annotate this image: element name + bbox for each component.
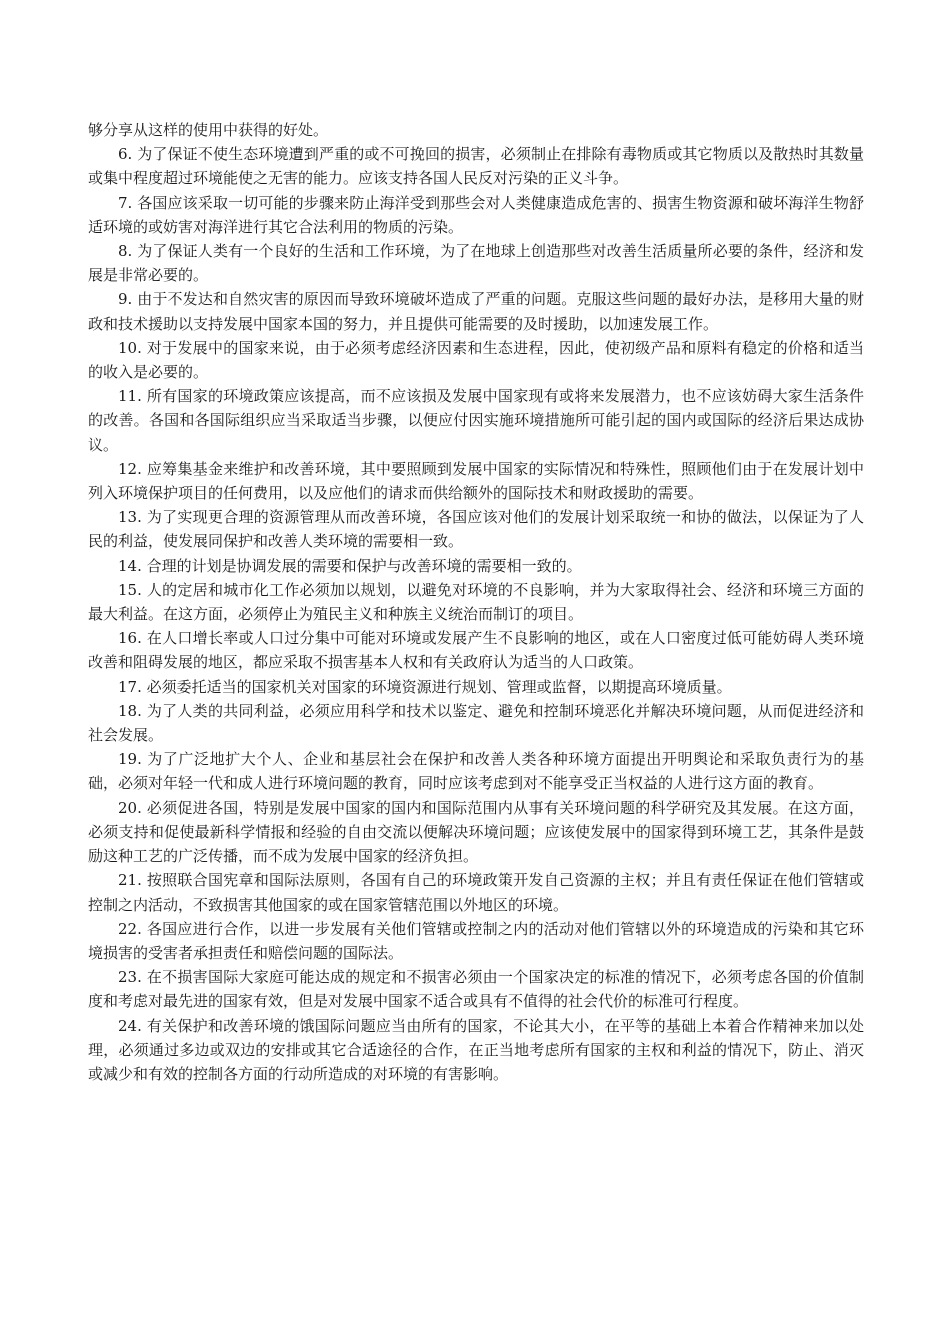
principle-24: 24. 有关保护和改善环境的饿国际问题应当由所有的国家，不论其大小，在平等的基础上本着合作精神来加以处理，必须通过多边或双边的安排或其它合适途径的合作，在正当地考虑所有国家的主权和利益的情况下，防止、消灭或减少和有效的控制各方面的行动所造成的对环境的有害影响。	[88, 1016, 864, 1083]
principle-17: 17. 必须委托适当的国家机关对国家的环境资源进行规划、管理或监督，以期提高环境质量。	[118, 677, 732, 696]
paragraph-continuation: 够分享从这样的使用中获得的好处。	[88, 121, 329, 139]
principle-18: 18. 为了人类的共同利益，必须应用科学和技术以鉴定、避免和控制环境恶化并解决环境问题，从而促进经济和社会发展。	[88, 701, 864, 745]
principle-22: 22. 各国应进行合作，以进一步发展有关他们管辖或控制之内的活动对他们管辖以外的环境造成的污染和其它环境损害的受害者承担责任和赔偿问题的国际法。	[88, 919, 864, 962]
principle-9: 9. 由于不发达和自然灾害的原因而导致环境破坏造成了严重的问题。克服这些问题的最好办法，是移用大量的财政和技术援助以支持发展中国家本国的努力，并且提供可能需要的及时援助，以加速发展工作。	[88, 290, 864, 333]
principle-11: 11. 所有国家的环境政策应该提高，而不应该损及发展中国家现有或将来发展潜力，也不应该妨碍大家生活条件的改善。各国和各国际组织应当采取适当步骤，以便应付因实施环境措施所可能引起的国内或国际的经济后果达成协议。	[88, 387, 864, 454]
document-body	[88, 118, 864, 1086]
principle-7: 7. 各国应该采取一切可能的步骤来防止海洋受到那些会对人类健康造成危害的、损害生物资源和破坏海洋生物舒适环境的或妨害对海洋进行其它合法利用的物质的污染。	[88, 193, 864, 236]
principle-20: 20. 必须促进各国，特别是发展中国家的国内和国际范围内从事有关环境问题的科学研究及其发展。在这方面，必须支持和促使最新科学情报和经验的自由交流以便解决环境问题；应该使发展中的国家得到环境工艺，其条件是鼓励这种工艺的广泛传播，而不成为发展中国家的经济负担。	[88, 798, 864, 866]
principle-23: 23. 在不损害国际大家庭可能达成的规定和不损害必须由一个国家决定的标准的情况下，必须考虑各国的价值制度和考虑对最先进的国家有效，但是对发展中国家不适合或具有不值得的社会代价的标准可行程度。	[88, 968, 864, 1011]
principle-6: 6. 为了保证不使生态环境遭到严重的或不可挽回的损害，必须制止在排除有毒物质或其它物质以及散热时其数量或集中程度超过环境能使之无害的能力。应该支持各国人民反对污染的正义斗争。	[88, 145, 864, 188]
principle-16: 16. 在人口增长率或人口过分集中可能对环境或发展产生不良影响的地区，或在人口密度过低可能妨碍人类环境改善和阻碍发展的地区，都应采取不损害基本人权和有关政府认为适当的人口政策。	[88, 629, 864, 672]
principle-8: 8. 为了保证人类有一个良好的生活和工作环境，为了在地球上创造那些对改善生活质量所必要的条件，经济和发展是非常必要的。	[88, 242, 864, 285]
principle-12: 12. 应筹集基金来维护和改善环境，其中要照顾到发展中国家的实际情况和特殊性，照顾他们由于在发展计划中列入环境保护项目的任何费用，以及应他们的请求而供给额外的国际技术和财政援助的需要。	[88, 459, 864, 503]
principle-19: 19. 为了广泛地扩大个人、企业和基层社会在保护和改善人类各种环境方面提出开明舆论和采取负责行为的基础，必须对年轻一代和成人进行环境问题的教育，同时应该考虑到对不能享受正当权益的人进行这方面的教育。	[88, 750, 864, 793]
principle-15: 15. 人的定居和城市化工作必须加以规划，以避免对环境的不良影响，并为大家取得社会、经济和环境三方面的最大利益。在这方面，必须停止为殖民主义和种族主义统治而制订的项目。	[88, 580, 864, 624]
principle-14: 14. 合理的计划是协调发展的需要和保护与改善环境的需要相一致的。	[118, 556, 582, 575]
principle-10: 10. 对于发展中的国家来说，由于必须考虑经济因素和生态进程，因此，使初级产品和原料有稳定的价格和适当的收入是必要的。	[88, 338, 864, 382]
principle-13: 13. 为了实现更合理的资源管理从而改善环境，各国应该对他们的发展计划采取统一和协的做法，以保证为了人民的利益，使发展同保护和改善人类环境的需要相一致。	[88, 508, 864, 551]
principle-21: 21. 按照联合国宪章和国际法原则，各国有自己的环境政策开发自己资源的主权；并且有责任保证在他们管辖或控制之内活动，不致损害其他国家的或在国家管辖范围以外地区的环境。	[88, 871, 864, 914]
